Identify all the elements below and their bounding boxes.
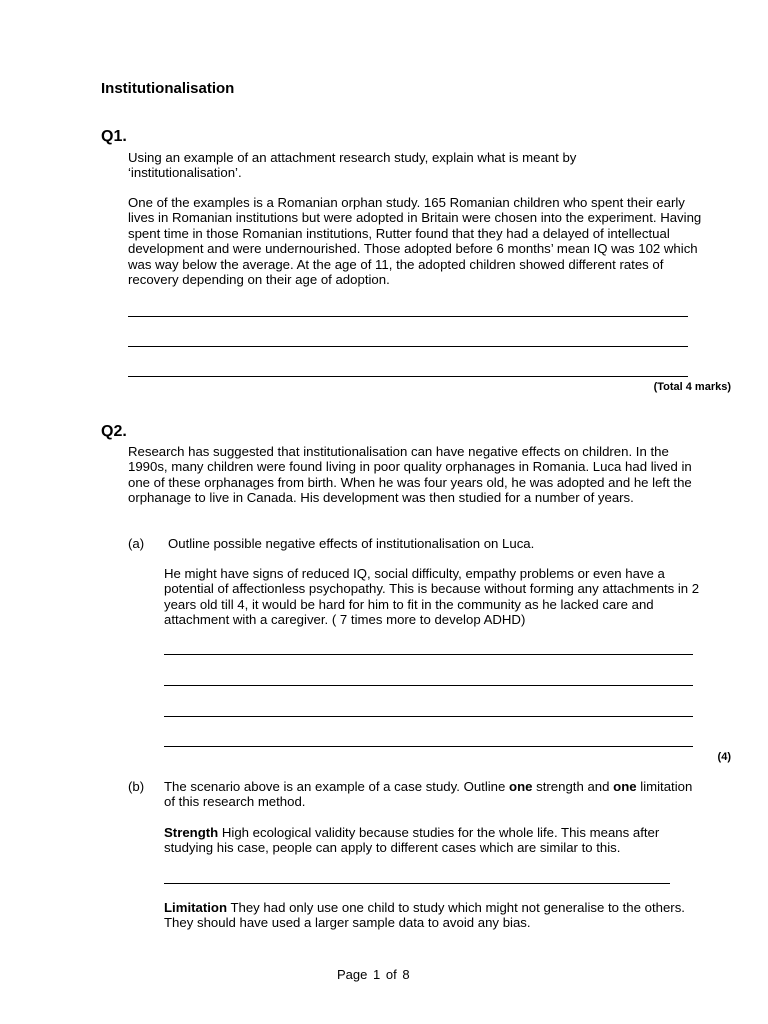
part-a-question: Outline possible negative effects of institutionalisation on Luca. bbox=[168, 536, 535, 551]
part-b-question: The scenario above is an example of a case study. Outline one strength and one limitation of this research method. bbox=[164, 779, 693, 810]
strength-answer: Strength High ecological validity because studies for the whole life. This means after studying his case, people can apply to different cases which are similar to this. bbox=[164, 825, 660, 856]
page-number: Page 1 of 8 bbox=[337, 967, 410, 982]
answer-line bbox=[128, 316, 688, 317]
part-a-marks: (4) bbox=[717, 751, 731, 763]
part-a-label: (a) bbox=[128, 536, 145, 551]
question-1-label: Q1. bbox=[101, 128, 127, 145]
answer-line bbox=[164, 685, 693, 686]
question-1-marks: (Total 4 marks) bbox=[653, 381, 731, 393]
answer-line bbox=[164, 883, 670, 884]
question-1-text: Using an example of an attachment research study, explain what is meant by ‘institutionalisation’. bbox=[128, 150, 577, 181]
question-1-answer: One of the examples is a Romanian orphan study. 165 Romanian children who spent their early lives in Romanian institutions but were adopted in Britain were chosen into the experiment. Having spent time in those Romanian institutions, Rutter found that they had a delayed of intellectual development and were undernourished. Those adopted before 6 months’ mean IQ was 102 which was way below the average. At the age of 11, the adopted children showed different rates of recovery depending on their age of adoption. bbox=[128, 195, 702, 288]
question-2-label: Q2. bbox=[101, 423, 127, 440]
part-b-label: (b) bbox=[128, 779, 145, 794]
page-title: Institutionalisation bbox=[101, 80, 235, 97]
answer-line bbox=[164, 716, 693, 717]
answer-line bbox=[164, 654, 693, 655]
answer-line bbox=[128, 376, 688, 377]
question-2-intro: Research has suggested that institutionalisation can have negative effects on children. In the 1990s, many children were found living in poor quality orphanages in Romania. Luca had lived in one of these orphanages from birth. When he was four years old, he was adopted and he left the orphanage to live in Canada. His development was then studied for a number of years. bbox=[128, 444, 692, 506]
limitation-answer: Limitation They had only use one child to study which might not generalise to the others. They should have used a larger sample data to avoid any bias. bbox=[164, 900, 685, 931]
part-a-answer: He might have signs of reduced IQ, social difficulty, empathy problems or even have a potential of affectionless psychopathy. This is because without forming any attachments in 2 years old till 4, it would be hard for him to fit in the community as he lacked care and attachment with a caregiver. ( 7 times more to develop ADHD) bbox=[164, 566, 700, 628]
answer-line bbox=[128, 346, 688, 347]
answer-line bbox=[164, 746, 693, 747]
